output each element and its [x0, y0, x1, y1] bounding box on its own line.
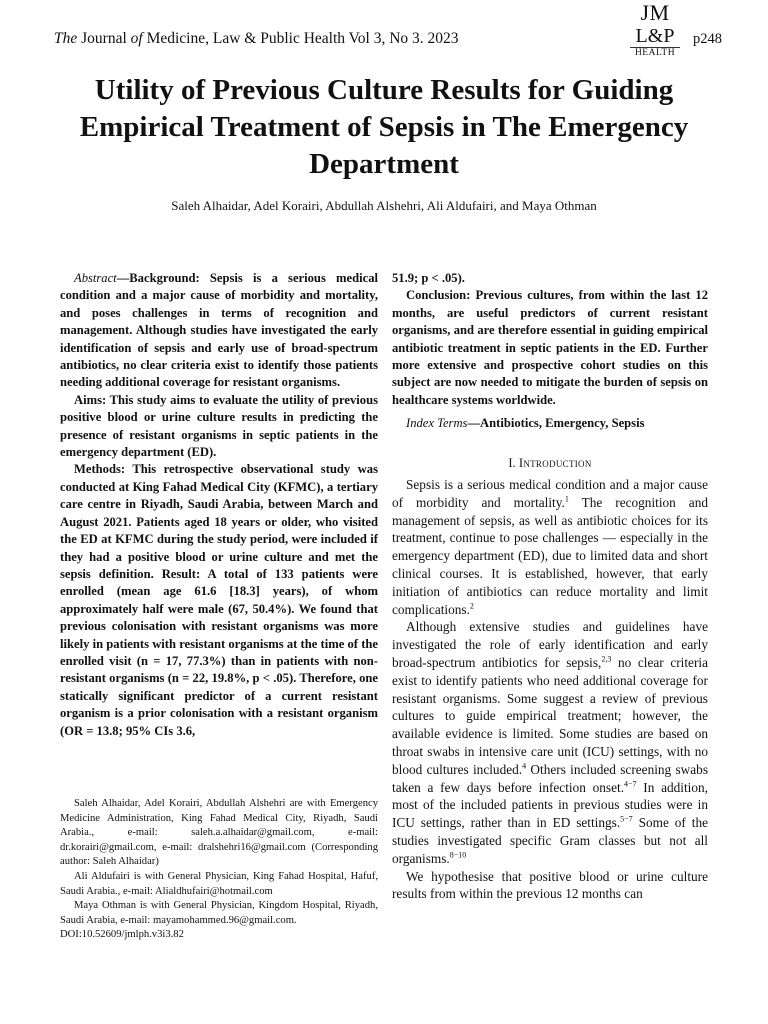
logo-jm: JM — [640, 0, 670, 25]
index-terms: Index Terms—Antibiotics, Emergency, Sepsis — [406, 416, 645, 431]
intro-paragraph-3: We hypothesise that positive blood or urine culture results from within the previous 12 months can — [392, 868, 708, 902]
abstract-background: Abstract—Background: Sepsis is a serious medical condition and a major cause of morbidity and mortality, and poses challenges in terms of recognition and management. Although studies have investigated the early identification of sepsis and early use of broad-spectrum antibiotics, no clear criteria exist to identify those patients needing additional coverage for resistant organisms. — [60, 271, 378, 390]
footnote-affiliation-3: Maya Othman is with General Physician, Kingdom Hospital, Riyadh, Saudi Arabia, e-mail: mayamohammed.96@gmail.com. — [60, 900, 378, 926]
logo-lp: L&P — [635, 25, 675, 47]
abstract-conclusion: Conclusion: Previous cultures, from within the last 12 months, are useful predictors of current resistant organisms, and are therefore essential in guiding empirical antibiotic treatment in septic patients in the ED. Further more extensive and prospective cohort studies on this subject are now needed to mitigate the burden of sepsis on healthcare systems worldwide. — [392, 288, 708, 407]
abstract-aims: Aims: This study aims to evaluate the utility of previous positive blood or urine culture results in predicting the presence of resistant organisms in septic patients in the emergency department (ED). — [60, 392, 378, 460]
footnote-affiliation-2: Ali Aldufairi is with General Physician, King Fahad Hospital, Hafuf, Saudi Arabia., e-mail: Alialdhufairi@hotmail.com — [60, 870, 378, 897]
journal-citation: The Journal of Medicine, Law & Public Health Vol 3, No 3. 2023 — [54, 30, 459, 47]
journal-logo — [630, 2, 680, 59]
page-number: p248 — [693, 31, 722, 47]
doi: DOI:10.52609/jmlph.v3i3.82 — [60, 929, 184, 941]
right-column — [392, 270, 708, 903]
intro-paragraph-1: Sepsis is a serious medical condition and a major cause of morbidity and mortality.$^1$ The recognition and management of sepsis, as well as antibiotic choices for its treatment, continue to pose challenges — especially in the emergency department (ED), due to limited data and short clinical courses. It is established, however, that early initiation of antibiotics can reduce mortality and limit complications.$^2$ — [392, 477, 708, 617]
author-footnote — [60, 797, 378, 943]
section-heading: I. Introduction — [508, 455, 592, 470]
intro-paragraph-2: Although extensive studies and guidelines have investigated the role of early identification and early broad-spectrum antibiotics for sepsis,$^{2,3}$ no clear criteria exist to identify patients who need additional coverage for resistant organisms. Some suggest a review of previous cultures to guide empirical treatment; however, the available evidence is limited. Some studies are based on throat swabs in intensive care unit (ICU) settings, with no blood cultures included.$^4$ Others included screening swabs taken a few days before infection onset.$^{4-7}$ In addition, most of the included patients in previous studies were in ICU settings, rather than in ED settings.$^{5-7}$ Some of the studies investigated specific Gram classes but not all organisms.$^{8-10}$ — [392, 619, 709, 866]
logo-health: HEALTH — [630, 47, 680, 59]
article-authors: Saleh Alhaidar, Adel Korairi, Abdullah Alshehri, Ali Aldufairi, and Maya Othman — [171, 198, 597, 213]
article-title: Utility of Previous Culture Results for Guiding Empirical Treatment of Sepsis in The Emergency Department — [79, 74, 689, 180]
abstract-continuation: 51.9; p < .05). — [392, 271, 465, 285]
footnote-affiliation-1: Saleh Alhaidar, Adel Korairi, Abdullah Alshehri are with Emergency Medicine Administration, King Fahad Medical City, Riyadh, Saudi Arabia., e-mail: saleh.a.alhaidar@gmail.com, e-mail: dr.korairi@gmail.com, e-mail: dralshehri16@gmail.com (Corresponding author: Saleh Alhaidar) — [60, 798, 378, 868]
abstract-methods: Methods: This retrospective observational study was conducted at King Fahad Medical City (KFMC), a tertiary care centre in Riyadh, Saudi Arabia, between March and August 2021. Patients aged 18 years or older, who visited the ED at KFMC during the study period, were included if they had a positive blood or urine culture and met the sepsis definition. Result: A total of 133 patients were enrolled (mean age 61.6 [18.3] years), of whom approximately half were male (67, 50.4%). We found that previous colonisation with resistant organisms was more likely in patients with resistant organisms at the time of the enrolled visit (n = 17, 77.3%) than in patients with non-resistant organisms (n = 22, 19.8%, p < .05). Therefore, one statically significant predictor of a current resistant organism is a prior colonisation with a resistant organism (OR = 13.8; 95% CIs 3.6, — [60, 462, 378, 738]
page-header — [0, 0, 768, 70]
left-column — [60, 270, 378, 740]
